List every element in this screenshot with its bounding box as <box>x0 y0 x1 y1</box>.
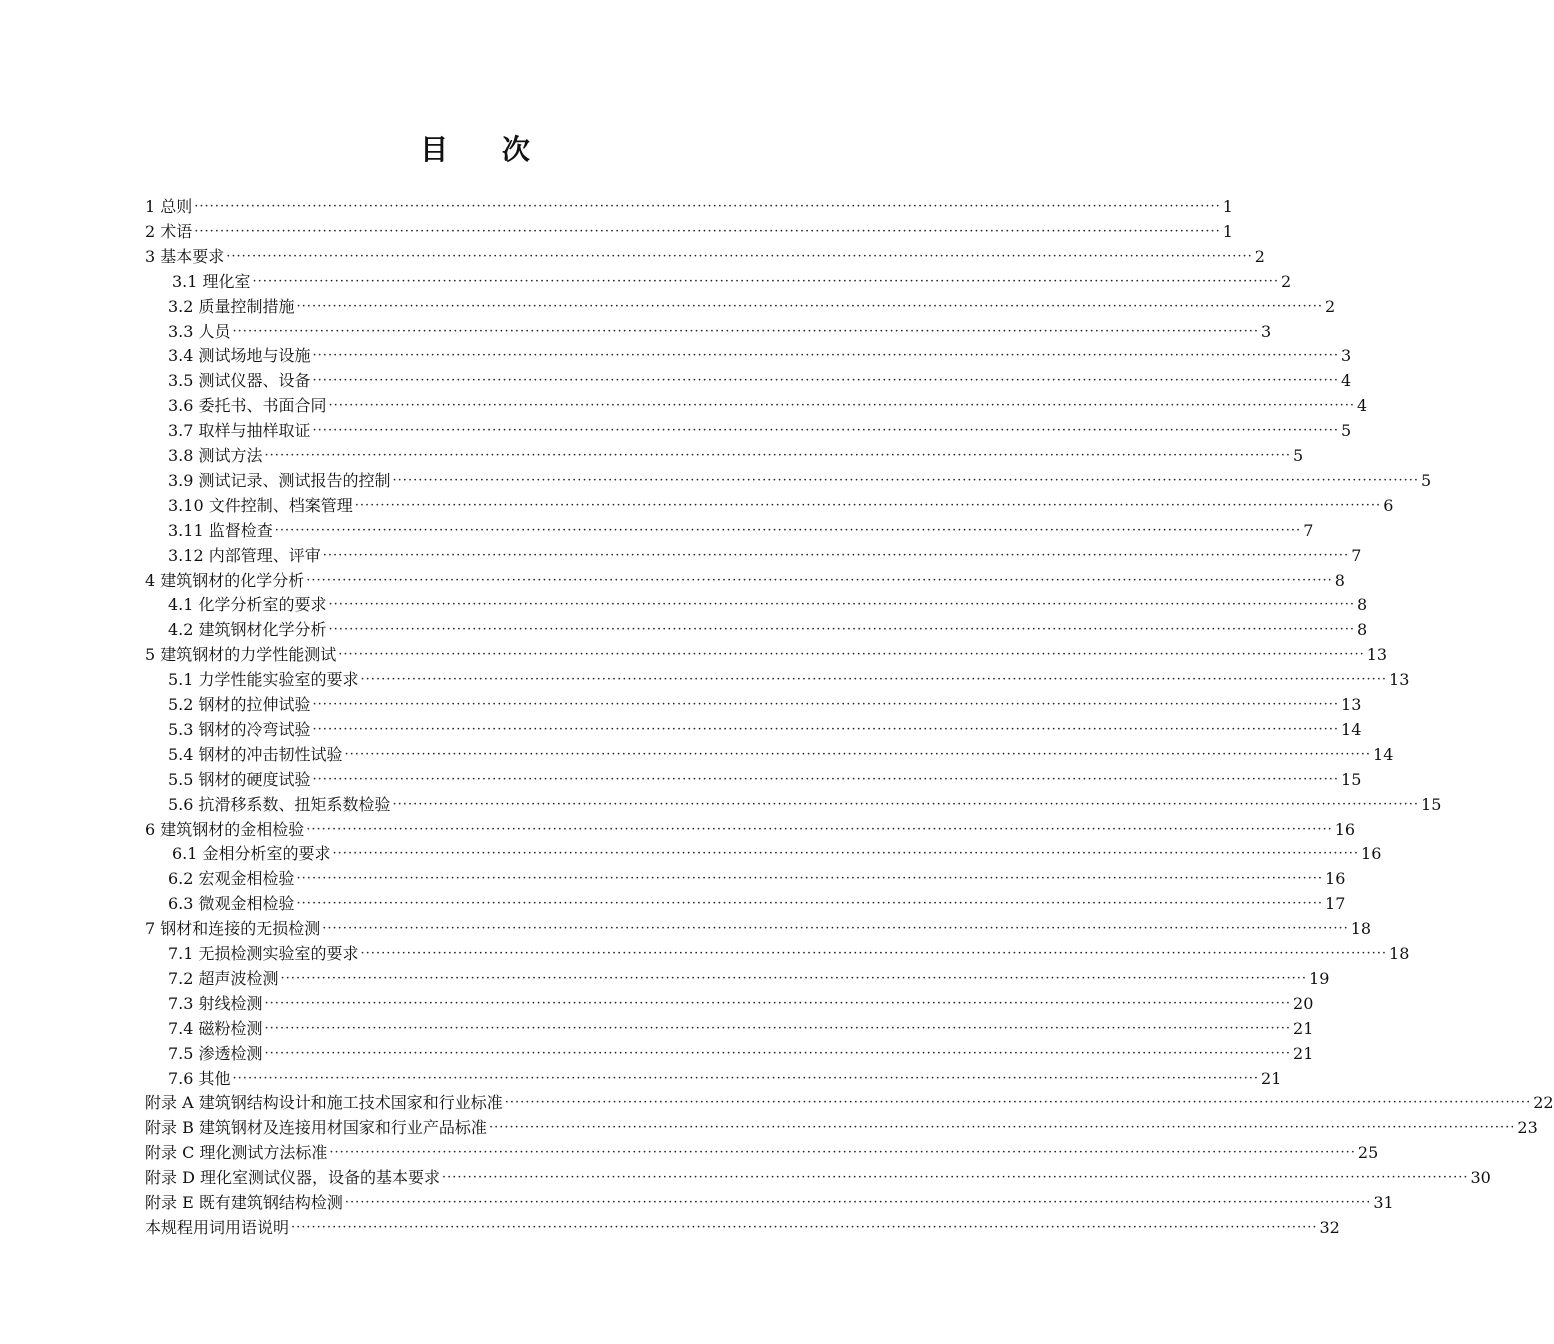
toc-entry-label: 3.6 委托书、书面合同 <box>168 396 327 416</box>
toc-entry-page: 8 <box>1357 620 1368 640</box>
toc-entry[interactable] <box>168 519 1314 544</box>
toc-entry[interactable] <box>168 668 1410 693</box>
toc-entry-page: 8 <box>1357 595 1368 615</box>
toc-entry-page: 1 <box>1222 221 1233 241</box>
toc-leader-dots: ········································································································································································································ <box>194 223 1221 239</box>
toc-leader-dots: ········································································································································································································ <box>264 1020 1292 1036</box>
toc-entry[interactable] <box>168 942 1410 967</box>
toc-leader-dots: ········································································································································································································ <box>296 298 1324 314</box>
toc-entry[interactable] <box>168 768 1362 793</box>
toc-entry-label: 3.5 测试仪器、设备 <box>168 371 311 391</box>
toc-leader-dots: ········································································································································································································ <box>312 373 1340 389</box>
toc-entry[interactable] <box>168 892 1346 917</box>
toc-entry-label: 3.4 测试场地与设施 <box>168 346 311 366</box>
toc-leader-dots: ········································································································································································································ <box>354 497 1382 513</box>
toc-entry[interactable] <box>145 818 1356 843</box>
toc-entry-page: 16 <box>1325 869 1346 889</box>
toc-leader-dots: ········································································································································································································ <box>226 248 1253 264</box>
toc-leader-dots: ········································································································································································································ <box>264 995 1292 1011</box>
toc-entry-label: 7.4 磁粉检测 <box>168 1018 263 1038</box>
toc-entry-page: 31 <box>1373 1193 1394 1212</box>
toc-entry-page: 13 <box>1389 670 1410 690</box>
toc-entry-label: 5.6 抗滑移系数、扭矩系数检验 <box>168 794 391 814</box>
toc-entry-page: 16 <box>1361 844 1382 864</box>
toc-entry[interactable] <box>145 245 1265 270</box>
toc-entry[interactable] <box>168 369 1352 394</box>
toc-entry-page: 1 <box>1222 197 1233 216</box>
toc-leader-dots: ········································································································································································································ <box>291 1219 1318 1235</box>
toc-leader-dots: ········································································································································································································ <box>328 622 1356 638</box>
toc-entry-label: 4.1 化学分析室的要求 <box>168 595 327 615</box>
toc-leader-dots: ········································································································································································································ <box>232 323 1260 339</box>
toc-entry[interactable] <box>145 643 1388 668</box>
toc-leader-dots: ········································································································································································································ <box>322 547 1350 563</box>
toc-entry-label: 3.2 质量控制措施 <box>168 296 295 316</box>
toc-entry-page: 17 <box>1325 894 1346 914</box>
toc-entry-label: 附录 C 理化测试方法标准 <box>145 1143 328 1163</box>
toc-leader-dots: ········································································································································································································ <box>232 1070 1260 1086</box>
toc-entry[interactable] <box>168 992 1314 1017</box>
toc-entry[interactable] <box>168 793 1442 818</box>
toc-leader-dots: ········································································································································································································ <box>194 199 1221 214</box>
toc-entry-page: 3 <box>1261 321 1272 341</box>
toc-entry-label: 2 术语 <box>145 221 193 241</box>
toc-entry-page: 13 <box>1366 645 1388 665</box>
toc-entry-label: 3 基本要求 <box>145 246 225 266</box>
toc-entry-page: 22 <box>1533 1093 1554 1113</box>
toc-entry-page: 4 <box>1357 396 1368 416</box>
toc-entry[interactable] <box>168 419 1352 444</box>
toc-entry-page: 4 <box>1341 371 1352 391</box>
toc-entry[interactable] <box>145 569 1345 594</box>
toc-entry-label: 7 钢材和连接的无损检测 <box>145 919 321 939</box>
toc-leader-dots: ········································································································································································································ <box>392 796 1420 812</box>
toc-leader-dots: ········································································································································································································ <box>344 1195 1372 1210</box>
toc-entry-label: 5.1 力学性能实验室的要求 <box>168 670 359 690</box>
toc-leader-dots: ········································································································································································································ <box>312 697 1340 712</box>
toc-entry-label: 6.2 宏观金相检验 <box>168 869 295 889</box>
toc-leader-dots: ········································································································································································································ <box>328 398 1356 414</box>
toc-entry-label: 3.12 内部管理、评审 <box>168 545 321 565</box>
toc-entry[interactable] <box>168 494 1394 519</box>
toc-entry-page: 14 <box>1341 719 1362 739</box>
toc-entry-page: 30 <box>1470 1168 1491 1188</box>
toc-entry-page: 5 <box>1293 446 1304 465</box>
toc-entry-label: 5.5 钢材的硬度试验 <box>168 769 311 789</box>
page-title: 目 次 <box>420 133 552 166</box>
toc-entry-label: 3.3 人员 <box>168 321 231 341</box>
toc-entry-page: 16 <box>1334 819 1356 839</box>
toc-entry-label: 附录 A 建筑钢结构设计和施工技术国家和行业标准 <box>145 1093 503 1113</box>
toc-entry-page: 7 <box>1303 520 1314 540</box>
toc-leader-dots: ········································································································································································································ <box>274 522 1302 538</box>
toc-entry-page: 19 <box>1309 968 1330 988</box>
toc-leader-dots: ········································································································································································································ <box>296 871 1324 887</box>
toc-entry-label: 5 建筑钢材的力学性能测试 <box>145 645 337 665</box>
toc-entry[interactable] <box>168 718 1362 743</box>
toc-entry-label: 3.8 测试方法 <box>168 446 263 465</box>
toc-leader-dots: ········································································································································································································ <box>312 771 1340 787</box>
toc-entry-page: 2 <box>1281 271 1292 291</box>
toc-entry-page: 20 <box>1293 993 1314 1013</box>
toc-entry[interactable] <box>168 967 1330 992</box>
toc-entry-label: 7.6 其他 <box>168 1068 231 1088</box>
toc-entry[interactable] <box>168 394 1368 419</box>
toc-entry-label: 5.3 钢材的冷弯试验 <box>168 719 311 739</box>
toc-entry[interactable] <box>145 1141 1379 1166</box>
toc-entry-page: 18 <box>1350 919 1372 939</box>
toc-entry[interactable] <box>168 344 1352 369</box>
toc-entry[interactable] <box>168 1067 1282 1092</box>
toc-leader-dots: ········································································································································································································ <box>442 1170 1469 1186</box>
toc-entry-label: 4.2 建筑钢材化学分析 <box>168 620 327 640</box>
toc-entry-label: 本规程用词用语说明 <box>145 1217 290 1237</box>
toc-entry-page: 5 <box>1421 470 1432 490</box>
toc-entry-label: 1 总则 <box>145 197 193 216</box>
toc-entry-label: 4 建筑钢材的化学分析 <box>145 570 305 590</box>
toc-leader-dots: ········································································································································································································ <box>280 970 1308 986</box>
toc-entry[interactable] <box>145 917 1372 942</box>
toc-leader-dots: ········································································································································································································ <box>360 946 1388 961</box>
toc-entry[interactable] <box>168 544 1362 569</box>
toc-entry-page: 15 <box>1421 794 1442 814</box>
toc-entry-label: 7.3 射线检测 <box>168 993 263 1013</box>
toc-leader-dots: ········································································································································································································ <box>312 721 1340 737</box>
toc-entry[interactable] <box>168 320 1272 345</box>
toc-entry-page: 13 <box>1341 695 1362 714</box>
toc-entry-label: 附录 E 既有建筑钢结构检测 <box>145 1193 343 1212</box>
toc-entry-page: 3 <box>1341 346 1352 366</box>
toc-leader-dots: ········································································································································································································ <box>360 672 1388 688</box>
toc-entry-page: 21 <box>1261 1068 1282 1088</box>
toc-leader-dots: ········································································································································································································ <box>328 597 1356 613</box>
toc-entry-page: 15 <box>1341 769 1362 789</box>
toc-leader-dots: ········································································································································································································ <box>392 472 1420 488</box>
toc-entry[interactable] <box>145 1166 1491 1191</box>
toc-leader-dots: ········································································································································································································ <box>312 423 1340 439</box>
toc-entry-label: 3.10 文件控制、档案管理 <box>168 495 353 515</box>
toc-entry[interactable] <box>172 842 1382 867</box>
toc-leader-dots: ········································································································································································································ <box>264 448 1292 463</box>
toc-entry[interactable] <box>168 693 1362 718</box>
toc-leader-dots: ········································································································································································································ <box>306 572 1333 588</box>
toc-leader-dots: ········································································································································································································ <box>504 1095 1532 1111</box>
toc-entry[interactable] <box>168 1042 1314 1067</box>
toc-entry-label: 附录 B 建筑钢材及连接用材国家和行业产品标准 <box>145 1118 487 1138</box>
toc-entry[interactable] <box>168 444 1304 469</box>
toc-entry-page: 25 <box>1357 1143 1379 1163</box>
toc-entry-label: 7.2 超声波检测 <box>168 968 279 988</box>
toc-entry-label: 3.11 监督检查 <box>168 520 273 540</box>
toc-entry-label: 7.1 无损检测实验室的要求 <box>168 944 359 963</box>
toc-leader-dots: ········································································································································································································ <box>252 273 1280 289</box>
toc-entry[interactable] <box>168 867 1346 892</box>
toc-entry-label: 3.7 取样与抽样取证 <box>168 421 311 441</box>
toc-entry-page: 18 <box>1389 944 1410 963</box>
toc-leader-dots: ········································································································································································································ <box>312 348 1340 364</box>
toc-entry-label: 6.1 金相分析室的要求 <box>172 844 331 864</box>
toc-leader-dots: ········································································································································································································ <box>332 846 1360 862</box>
toc-leader-dots: ········································································································································································································ <box>344 746 1372 762</box>
toc-entry[interactable] <box>145 1091 1554 1116</box>
toc-entry[interactable] <box>168 469 1432 494</box>
toc-entry[interactable] <box>168 618 1368 643</box>
toc-entry-page: 2 <box>1254 246 1265 266</box>
toc-leader-dots: ········································································································································································································ <box>329 1145 1356 1161</box>
toc-entry[interactable] <box>168 295 1336 320</box>
toc-entry[interactable] <box>168 1017 1314 1042</box>
toc-entry[interactable] <box>145 1216 1340 1241</box>
toc-entry[interactable] <box>145 1116 1538 1141</box>
toc-leader-dots: ········································································································································································································ <box>488 1120 1516 1136</box>
toc-leader-dots: ········································································································································································································ <box>306 821 1333 837</box>
toc-entry[interactable] <box>145 220 1233 245</box>
toc-entry-label: 5.2 钢材的拉伸试验 <box>168 695 311 714</box>
toc-entry-page: 7 <box>1351 545 1362 565</box>
toc-entry-page: 6 <box>1383 495 1394 515</box>
toc-entry-page: 2 <box>1325 296 1336 316</box>
toc-leader-dots: ········································································································································································································ <box>322 921 1349 937</box>
toc-entry-label: 3.9 测试记录、测试报告的控制 <box>168 470 391 490</box>
toc-entry-label: 3.1 理化室 <box>172 271 251 291</box>
toc-leader-dots: ········································································································································································································ <box>264 1045 1292 1061</box>
toc-entry-page: 14 <box>1373 744 1394 764</box>
toc-entry-label: 7.5 渗透检测 <box>168 1043 263 1063</box>
toc-entry-page: 21 <box>1293 1018 1314 1038</box>
toc-entry-label: 附录 D 理化室测试仪器，设备的基本要求 <box>145 1168 441 1188</box>
toc-entry[interactable] <box>145 1191 1394 1216</box>
toc-entry-label: 6 建筑钢材的金相检验 <box>145 819 305 839</box>
toc-leader-dots: ········································································································································································································ <box>296 896 1324 912</box>
toc-entry-page: 5 <box>1341 421 1352 441</box>
toc-entry-label: 5.4 钢材的冲击韧性试验 <box>168 744 343 764</box>
toc-entry[interactable] <box>168 593 1368 618</box>
toc-entry-page: 8 <box>1334 570 1345 590</box>
toc-entry[interactable] <box>168 743 1394 768</box>
toc-entry-label: 6.3 微观金相检验 <box>168 894 295 914</box>
toc-leader-dots: ········································································································································································································ <box>338 647 1365 663</box>
toc-entry-page: 21 <box>1293 1043 1314 1063</box>
toc-entry-page: 32 <box>1319 1217 1340 1237</box>
toc-entry[interactable] <box>172 270 1292 295</box>
toc-entry[interactable] <box>145 195 1233 220</box>
toc-entry-page: 23 <box>1517 1118 1538 1138</box>
